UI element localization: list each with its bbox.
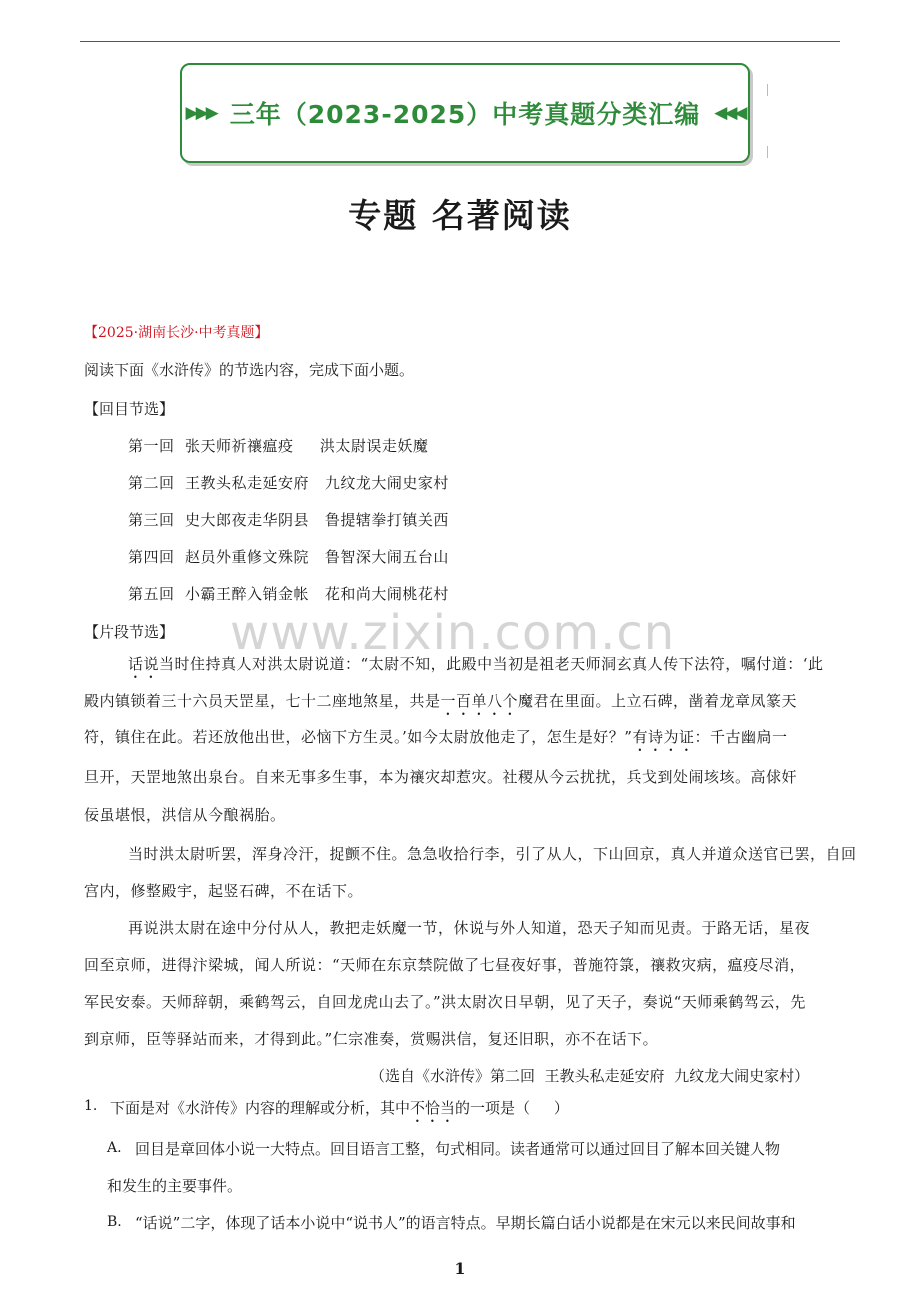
emphasis-text: 不恰当 (410, 1099, 456, 1117)
option-b-text: “话说”二字，体现了话本小说中“说书人”的语言特点。早期长篇白话小说都是在宋元以来民间故事和 (135, 1214, 796, 1232)
emphasis-text: 有诗为证 (632, 728, 695, 746)
option-a-label: A. (107, 1140, 122, 1156)
banner-tick-bottom (767, 146, 768, 158)
chapter-item: 第四回 赵员外重修文殊院 鲁智深大闹五台山 (128, 548, 449, 566)
header-rule (80, 41, 840, 42)
series-banner (180, 63, 750, 163)
chapter-item: 第三回 史大郎夜走华阴县 鲁提辖拳打镇关西 (128, 511, 449, 529)
question-stem: 下面是对《水浒传》内容的理解或分析，其中不恰当的一项是（ ） (110, 1099, 569, 1117)
excerpt-line: 佞虽堪恨，洪信从今酿祸胎。 (84, 806, 286, 824)
excerpt-line: 军民安泰。天师辞朝，乘鹤驾云，自回龙虎山去了。”洪太尉次日早朝，见了天子，奏说“天师乘鹤驾云，先 (84, 993, 806, 1011)
excerpt-line: 回至京师，进得汴梁城，闻人所说：“天师在东京禁院做了七昼夜好事，普施符箓，禳救灾病，瘟疫尽消， (84, 956, 806, 974)
chapter-item: 第一回 张天师祈禳瘟疫 洪太尉误走妖魔 (128, 437, 429, 455)
question-number: 1. (84, 1098, 98, 1114)
excerpt-source: （选自《水浒传》第二回 王教头私走延安府 九纹龙大闹史家村） (370, 1067, 810, 1085)
emphasis-text: 话说 (128, 655, 160, 673)
banner-tick-top (767, 84, 768, 96)
chapter-item: 第五回 小霸王醉入销金帐 花和尚大闹桃花村 (128, 585, 449, 603)
instruction: 阅读下面《水浒传》的节选内容，完成下面小题。 (84, 361, 415, 379)
section-title-chapters: 【回目节选】 (84, 400, 175, 418)
option-a-text: 和发生的主要事件。 (107, 1177, 243, 1195)
option-a-text: 回目是章回体小说一大特点。回目语言工整，句式相同。读者通常可以通过回目了解本回关键人物 (135, 1140, 781, 1158)
section-title-excerpt: 【片段节选】 (84, 623, 175, 641)
chapter-item: 第二回 王教头私走延安府 九纹龙大闹史家村 (128, 474, 449, 492)
excerpt-line: 再说洪太尉在途中分付从人，教把走妖魔一节，休说与外人知道，恐天子知而见责。于路无话，星夜 (128, 919, 811, 937)
page-title: 专题 名著阅读 (348, 196, 572, 235)
source-tag: 【2025·湖南长沙·中考真题】 (84, 325, 269, 341)
watermark: www.zixin.com.cn (230, 605, 676, 661)
excerpt-line: 宫内，修整殿宇，起竖石碑，不在话下。 (84, 882, 364, 900)
excerpt-line: 当时洪太尉听罢，浑身冷汗，捉颤不住。急急收拾行李，引了从人，下山回京，真人并道众送官已罢，自回 (128, 845, 857, 863)
banner-title: 三年（2023-2025）中考真题分类汇编 (229, 100, 701, 129)
excerpt-line: 符，镇住在此。若还放他出世，必恼下方生灵。’如今太尉放他走了，怎生是好？”有诗为证：千古幽扃一 (84, 728, 788, 746)
excerpt-line: 殿内镇锁着三十六员天罡星，七十二座地煞星，共是一百单八个魔君在里面。上立石碑，凿着龙章凤篆天 (84, 692, 798, 710)
page-number: 1 (454, 1259, 466, 1278)
excerpt-line: 旦开，天罡地煞出泉台。自来无事多生事，本为禳灾却惹灾。社稷从今云扰扰，兵戈到处闹垓垓。高俅奸 (84, 768, 798, 786)
arrows-left-icon: ▶▶▶ (185, 103, 216, 123)
excerpt-line: 话说当时住持真人对洪太尉说道：“太尉不知，此殿中当初是祖老天师洞玄真人传下法符，嘱付道：‘此 (128, 655, 824, 673)
excerpt-line: 到京师，臣等驿站而来，才得到此。”仁宗准奏，赏赐洪信，复还旧职，亦不在话下。 (84, 1030, 659, 1048)
arrows-right-icon: ◀◀◀ (714, 103, 745, 123)
emphasis-text: 一百单八个 (440, 692, 519, 710)
option-b-label: B. (107, 1214, 122, 1230)
